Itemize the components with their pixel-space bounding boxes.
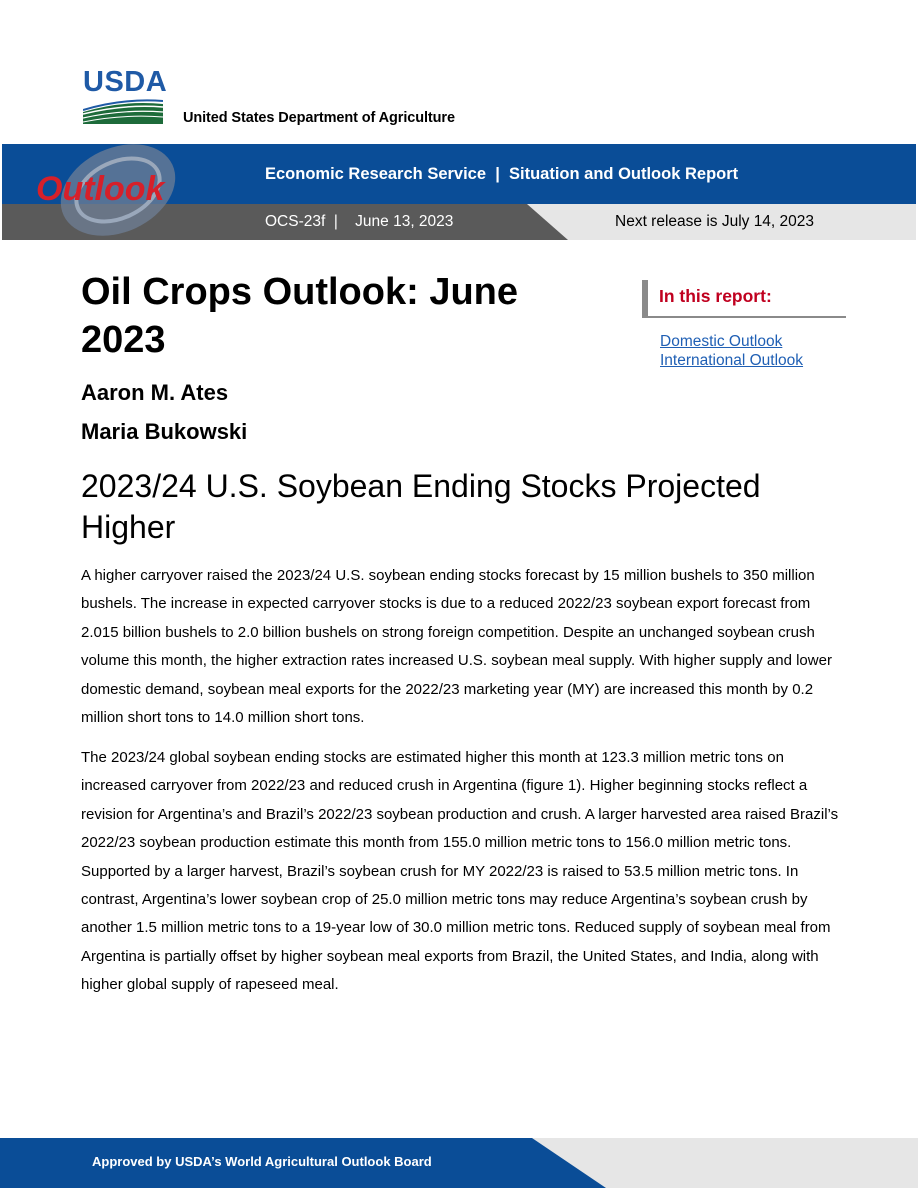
in-this-report-links [660, 332, 803, 370]
report-title: Oil Crops Outlook: June 2023 [81, 271, 519, 361]
department-name: United States Department of Agriculture [183, 110, 455, 126]
usda-field-graphic [83, 98, 163, 124]
banner-title: Economic Research Service | Situation and Outlook Report [265, 165, 739, 183]
author-name: Aaron M. Ates [81, 380, 229, 405]
body-paragraph: A higher carryover raised the 2023/24 U.S. soybean ending stocks forecast by 15 million bushels to 350 million bushels. The increase in expected carryover stocks is due to a reduced 2022/23 soybean export forecast from 2.015 billion bushels to 2.0 billion bushels on strong foreign competition. Despite an unchanged soybean crush volume this month, the higher extraction rates increased U.S. soybean meal supply. With higher supply and lower domestic demand, soybean meal exports for the 2022/23 marketing year (MY) are increased this month by 0.2 million short tons to 14.0 million short tons. [81, 567, 832, 727]
outlook-badge-icon [30, 144, 180, 240]
in-this-report-box [642, 280, 846, 318]
footer-approval-text: Approved by USDA’s World Agricultural Outlook Board [92, 1154, 432, 1169]
author-name: Maria Bukowski [81, 419, 248, 444]
international-outlook-link[interactable]: International Outlook [660, 352, 804, 369]
body-paragraph: The 2023/24 global soybean ending stocks are estimated higher this month at 123.3 million metric tons on increased carryover from 2022/23 and reduced crush in Argentina (figure 1). Higher beginning stocks reflect a revision for Argentina’s and Brazil’s 2022/23 soybean production and crush. A larger harvested area raised Brazil’s 2022/23 soybean production estimate this month from 155.0 million metric tons to 156.0 million metric tons. Supported by a larger harvest, Brazil’s soybean crush for MY 2022/23 is raised to 53.5 million metric tons. In contrast, Argentina’s lower soybean crop of 25.0 million metric tons may reduce Argentina’s soybean crush by another 1.5 million metric tons to a 19-year low of 30.0 million metric tons. Reduced supply of soybean meal from Argentina is partially offset by higher soybean meal exports from Brazil, the United States, and India, along with higher global supply of rapeseed meal. [81, 749, 839, 994]
in-this-report-heading: In this report: [659, 286, 772, 306]
report-banner [2, 144, 916, 240]
usda-logo [83, 66, 168, 124]
next-release-date: Next release is July 14, 2023 [615, 213, 815, 230]
section-headline: 2023/24 U.S. Soybean Ending Stocks Projected Higher [81, 468, 761, 545]
usda-logo-text: USDA [83, 66, 168, 98]
domestic-outlook-link[interactable]: Domestic Outlook [660, 333, 783, 350]
outlook-badge-text: Outlook [36, 170, 165, 208]
page-footer [0, 1138, 918, 1188]
report-id-date: OCS-23f | June 13, 2023 [265, 213, 454, 230]
